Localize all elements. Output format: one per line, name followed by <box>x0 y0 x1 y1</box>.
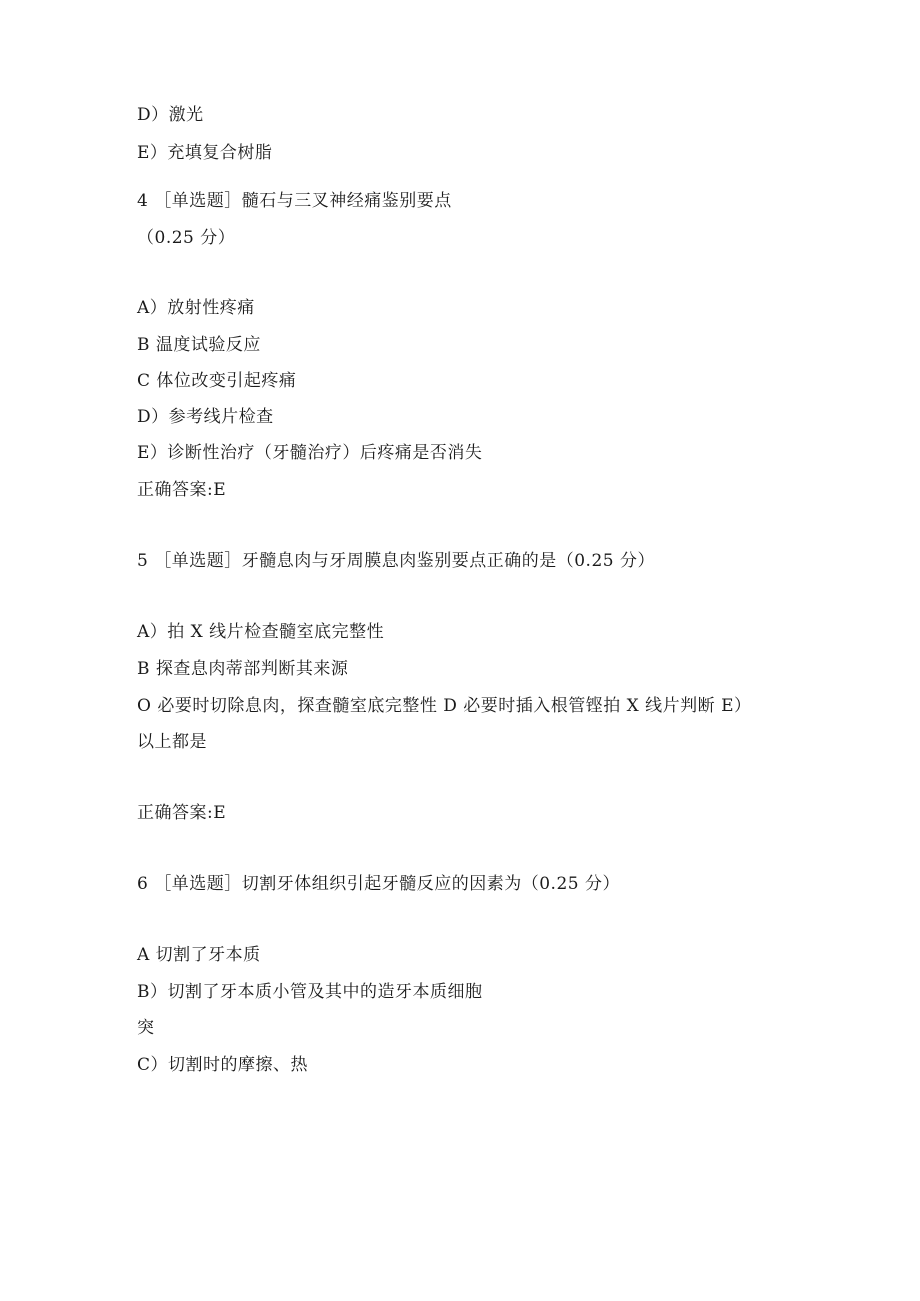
q4-title: 4 ［单选题］髓石与三叉神经痛鉴别要点 <box>137 191 452 211</box>
q5-title: 5 ［单选题］牙髓息肉与牙周膜息肉鉴别要点正确的是（0.25 分） <box>137 551 655 571</box>
q3-option-e: E）充填复合树脂 <box>137 143 273 163</box>
q3-option-d: D）激光 <box>137 105 204 125</box>
q6-option-b-cont: 突 <box>137 1018 155 1038</box>
q5-option-e-cont: 以上都是 <box>137 732 207 752</box>
q6-title: 6 ［单选题］切割牙体组织引起牙髓反应的因素为（0.25 分） <box>137 874 620 894</box>
q5-answer: 正确答案:E <box>137 803 227 823</box>
q4-option-d: D）参考线片检查 <box>137 407 274 427</box>
q4-option-e: E）诊断性治疗（牙髓治疗）后疼痛是否消失 <box>137 443 483 463</box>
q4-option-c: C 体位改变引起疼痛 <box>137 371 297 391</box>
q4-option-b: B 温度试验反应 <box>137 335 261 355</box>
q5-option-b: B 探查息肉蒂部判断其来源 <box>137 659 349 679</box>
q4-answer: 正确答案:E <box>137 480 227 500</box>
q6-option-b: B）切割了牙本质小管及其中的造牙本质细胞 <box>137 982 483 1002</box>
q6-option-c: C）切割时的摩擦、热 <box>137 1055 309 1075</box>
q4-score: （0.25 分） <box>137 228 236 248</box>
q6-option-a: A 切割了牙本质 <box>137 945 261 965</box>
q5-option-c-d-e: O 必要时切除息肉，探查髓室底完整性 D 必要时插入根管铿拍 X 线片判断 E） <box>137 696 752 716</box>
q4-option-a: A）放射性疼痛 <box>137 298 255 318</box>
q5-option-a: A）拍 X 线片检查髓室底完整性 <box>137 622 385 642</box>
